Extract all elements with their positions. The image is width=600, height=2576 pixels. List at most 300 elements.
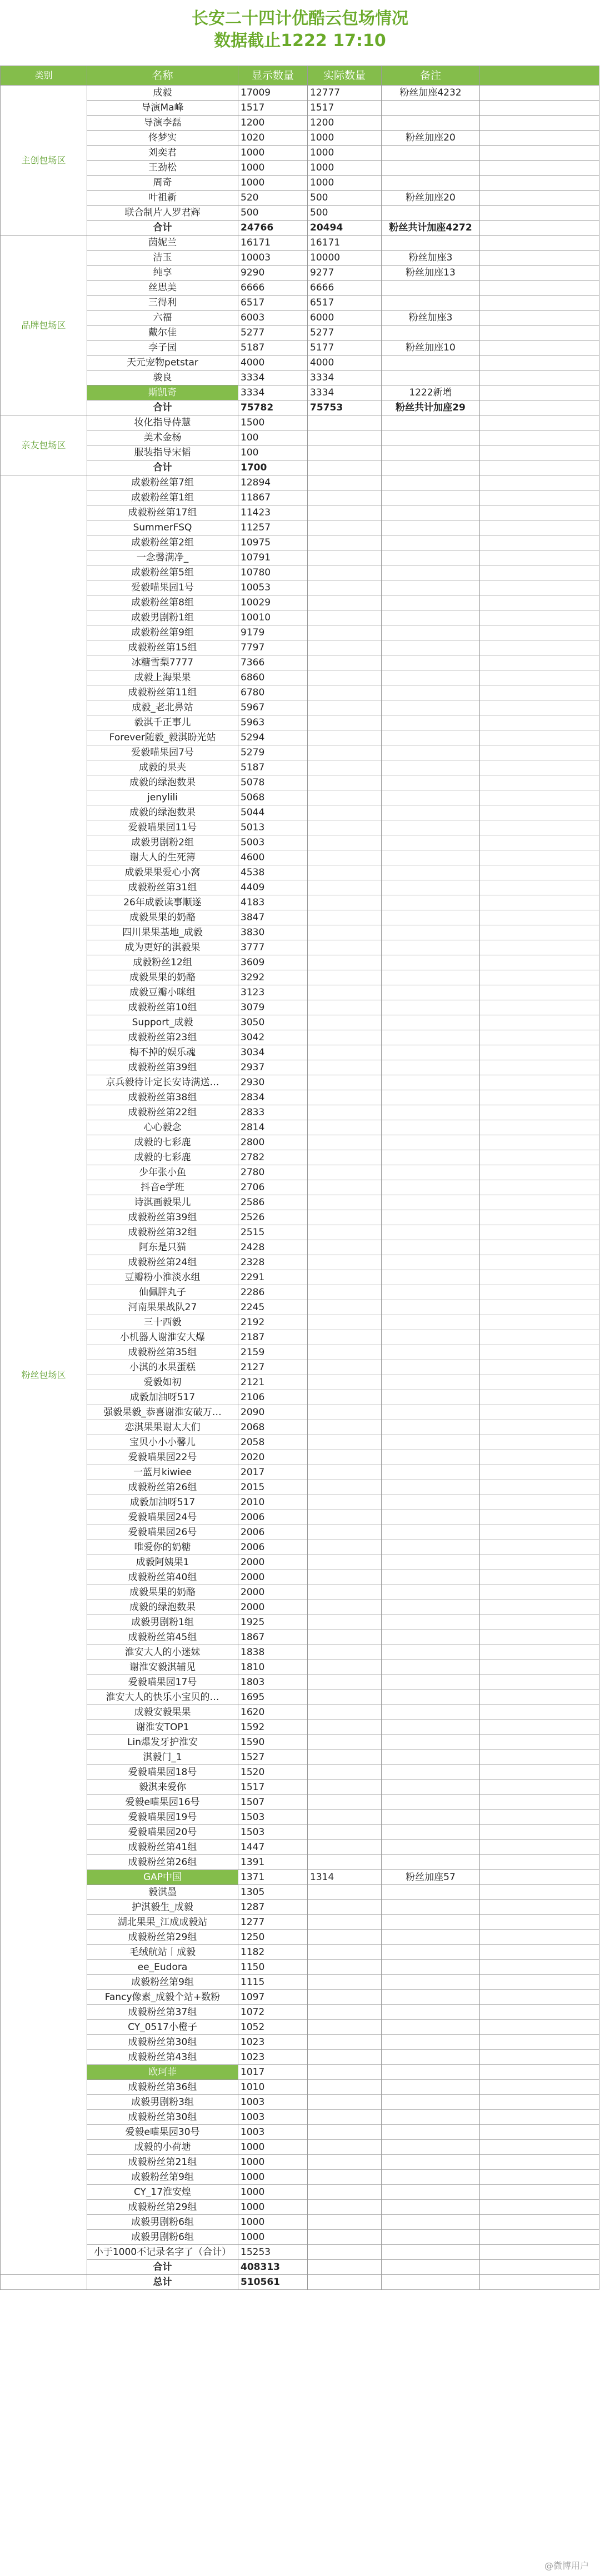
display-count-cell: 1003 <box>238 2095 308 2110</box>
name-cell: 周奇 <box>87 176 238 191</box>
actual-count-cell <box>308 1750 382 1765</box>
blank-cell <box>480 206 599 220</box>
note-cell <box>382 1330 480 1345</box>
name-cell: ee_Eudora <box>87 1960 238 1975</box>
blank-cell <box>480 895 599 910</box>
note-cell <box>382 325 480 340</box>
table-row <box>1 1075 599 1090</box>
actual-count-cell <box>308 1225 382 1240</box>
table-row <box>1 595 599 610</box>
name-cell: 成毅男剧粉3组 <box>87 2095 238 2110</box>
subtotal-note <box>382 2260 480 2275</box>
blank-cell <box>480 1675 599 1690</box>
table-row <box>1 2050 599 2065</box>
table-row <box>1 2035 599 2050</box>
actual-count-cell <box>308 1435 382 1450</box>
blank-cell <box>480 1330 599 1345</box>
actual-count-cell <box>308 2140 382 2155</box>
blank-cell <box>480 2185 599 2200</box>
subtotal-row <box>1 220 599 235</box>
blank-cell <box>480 625 599 640</box>
name-cell: 服装指导宋韬 <box>87 445 238 460</box>
table-row <box>1 2110 599 2125</box>
name-cell: 心心毅念 <box>87 1120 238 1135</box>
display-count-cell: 7366 <box>238 655 308 670</box>
actual-count-cell <box>308 790 382 805</box>
table-row <box>1 1330 599 1345</box>
table-row <box>1 355 599 370</box>
actual-count-cell <box>308 1150 382 1165</box>
name-cell: 成毅粉丝第21组 <box>87 2155 238 2170</box>
name-cell: 联合制片人罗君辉 <box>87 206 238 220</box>
name-cell: 成毅粉丝第29组 <box>87 1930 238 1945</box>
name-cell: 成毅粉丝第15组 <box>87 640 238 655</box>
display-count-cell: 2006 <box>238 1525 308 1540</box>
note-cell <box>382 1450 480 1465</box>
actual-count-cell <box>308 1060 382 1075</box>
actual-count-cell <box>308 820 382 835</box>
note-cell <box>382 1510 480 1525</box>
name-cell: 爱毅喵果园20号 <box>87 1825 238 1840</box>
table-body <box>1 86 599 2290</box>
display-count-cell: 5277 <box>238 325 308 340</box>
table-row <box>1 835 599 850</box>
blank-cell <box>480 1570 599 1585</box>
note-cell <box>382 1195 480 1210</box>
display-count-cell: 10780 <box>238 565 308 580</box>
display-count-cell: 10975 <box>238 535 308 550</box>
actual-count-cell: 9277 <box>308 265 382 280</box>
blank-cell <box>480 1855 599 1870</box>
subtotal-note <box>382 460 480 475</box>
table-row <box>1 146 599 161</box>
table-row <box>1 520 599 535</box>
name-cell: 成毅粉丝第1组 <box>87 490 238 505</box>
display-count-cell: 9179 <box>238 625 308 640</box>
name-cell: 成毅粉丝第26组 <box>87 1480 238 1495</box>
actual-count-cell <box>308 550 382 565</box>
table-row <box>1 2230 599 2245</box>
name-cell: 刘奕君 <box>87 146 238 161</box>
actual-count-cell <box>308 2170 382 2185</box>
blank-cell <box>480 1345 599 1360</box>
name-cell: Fancy像素_成毅个站+数粉 <box>87 1990 238 2005</box>
name-cell: 成毅男剧粉6组 <box>87 2215 238 2230</box>
note-cell <box>382 550 480 565</box>
note-cell <box>382 730 480 745</box>
actual-count-cell: 3334 <box>308 385 382 400</box>
display-count-cell: 1000 <box>238 146 308 161</box>
name-cell: 爱毅喵果园17号 <box>87 1675 238 1690</box>
display-count-cell: 1023 <box>238 2035 308 2050</box>
display-count-cell: 1250 <box>238 1930 308 1945</box>
display-count-cell: 1590 <box>238 1735 308 1750</box>
name-cell: 爱毅喵果园11号 <box>87 820 238 835</box>
note-cell <box>382 700 480 715</box>
name-cell: 成毅粉丝第8组 <box>87 595 238 610</box>
table-row <box>1 340 599 355</box>
actual-count-cell: 5177 <box>308 340 382 355</box>
display-count-cell: 11257 <box>238 520 308 535</box>
actual-count-cell <box>308 1705 382 1720</box>
actual-count-cell: 16171 <box>308 235 382 250</box>
table-row <box>1 2080 599 2095</box>
blank-cell <box>480 295 599 310</box>
actual-count-cell: 6517 <box>308 295 382 310</box>
blank-cell <box>480 1450 599 1465</box>
note-cell <box>382 1345 480 1360</box>
blank-cell <box>480 1750 599 1765</box>
actual-count-cell <box>308 1015 382 1030</box>
name-cell: 谢淮安TOP1 <box>87 1720 238 1735</box>
display-count-cell: 1003 <box>238 2125 308 2140</box>
table-row <box>1 1435 599 1450</box>
note-cell <box>382 475 480 490</box>
name-cell: 毅淇千正事儿 <box>87 715 238 730</box>
name-cell: 成毅粉丝第7组 <box>87 475 238 490</box>
blank-cell <box>480 101 599 116</box>
note-cell <box>382 820 480 835</box>
display-count-cell: 5003 <box>238 835 308 850</box>
table-row <box>1 1195 599 1210</box>
blank-cell <box>480 1960 599 1975</box>
note-cell <box>382 1930 480 1945</box>
blank-cell <box>480 640 599 655</box>
blank-cell <box>480 415 599 430</box>
name-cell: 诗淇画毅果儿 <box>87 1195 238 1210</box>
actual-count-cell: 1517 <box>308 101 382 116</box>
display-count-cell: 2000 <box>238 1570 308 1585</box>
note-cell <box>382 2020 480 2035</box>
display-count-cell: 1072 <box>238 2005 308 2020</box>
table-row <box>1 2215 599 2230</box>
display-count-cell: 1000 <box>238 2140 308 2155</box>
blank-cell <box>480 1390 599 1405</box>
name-cell: 26年成毅读事顺遂 <box>87 895 238 910</box>
actual-count-cell: 6666 <box>308 280 382 295</box>
table-row <box>1 1795 599 1810</box>
actual-count-cell <box>308 2245 382 2260</box>
blank-cell <box>480 985 599 1000</box>
note-cell <box>382 1675 480 1690</box>
subtotal-display-count: 75782 <box>238 400 308 415</box>
table-row <box>1 370 599 385</box>
actual-count-cell <box>308 1210 382 1225</box>
blank-cell <box>480 2095 599 2110</box>
name-cell: Forever随毅_毅淇盼光站 <box>87 730 238 745</box>
display-count-cell: 6860 <box>238 670 308 685</box>
display-count-cell: 1803 <box>238 1675 308 1690</box>
actual-count-cell <box>308 640 382 655</box>
note-cell <box>382 2095 480 2110</box>
header-blank <box>480 66 599 86</box>
header-actual-count: 实际数量 <box>308 66 382 86</box>
actual-count-cell <box>308 1675 382 1690</box>
blank-cell <box>382 2275 480 2290</box>
table-row <box>1 1810 599 1825</box>
actual-count-cell <box>308 445 382 460</box>
name-cell: 成毅果果的奶酪 <box>87 910 238 925</box>
note-cell <box>382 1210 480 1225</box>
subtotal-actual-count: 20494 <box>308 220 382 235</box>
display-count-cell: 2428 <box>238 1240 308 1255</box>
name-cell: 成毅粉丝第11组 <box>87 685 238 700</box>
display-count-cell: 6780 <box>238 685 308 700</box>
blank-cell <box>480 1525 599 1540</box>
table-row <box>1 415 599 430</box>
actual-count-cell <box>308 1555 382 1570</box>
name-cell: 斯凯奇 <box>87 385 238 400</box>
blank-cell <box>480 2275 599 2290</box>
actual-count-cell <box>308 1480 382 1495</box>
note-cell <box>382 520 480 535</box>
display-count-cell: 1000 <box>238 176 308 191</box>
grand-total-row <box>1 2275 599 2290</box>
blank-cell <box>480 1705 599 1720</box>
note-cell <box>382 655 480 670</box>
actual-count-cell <box>308 1825 382 1840</box>
name-cell: 四川果果基地_成毅 <box>87 925 238 940</box>
header-note: 备注 <box>382 66 480 86</box>
actual-count-cell <box>308 955 382 970</box>
display-count-cell: 7797 <box>238 640 308 655</box>
blank-cell <box>480 1270 599 1285</box>
table-row <box>1 86 599 101</box>
blank-cell <box>480 1210 599 1225</box>
blank-cell <box>480 865 599 880</box>
table-row <box>1 1510 599 1525</box>
blank-cell <box>480 86 599 101</box>
table-row <box>1 206 599 220</box>
table-row <box>1 1975 599 1990</box>
actual-count-cell <box>308 1990 382 2005</box>
display-count-cell: 1115 <box>238 1975 308 1990</box>
note-cell <box>382 835 480 850</box>
table-row <box>1 535 599 550</box>
note-cell <box>382 1360 480 1375</box>
name-cell: 导演Ma峰 <box>87 101 238 116</box>
table-row <box>1 1660 599 1675</box>
actual-count-cell <box>308 475 382 490</box>
note-cell <box>382 1270 480 1285</box>
display-count-cell: 3079 <box>238 1000 308 1015</box>
note-cell: 1222新增 <box>382 385 480 400</box>
name-cell: 成毅粉丝第10组 <box>87 1000 238 1015</box>
name-cell: 谢淮安毅淇辅见 <box>87 1660 238 1675</box>
blank-cell <box>480 1075 599 1090</box>
name-cell: 毅淇墨 <box>87 1885 238 1900</box>
blank-cell <box>480 820 599 835</box>
note-cell <box>382 1015 480 1030</box>
note-cell <box>382 685 480 700</box>
name-cell: 湖北果果_江成成毅站 <box>87 1915 238 1930</box>
header-display-count: 显示数量 <box>238 66 308 86</box>
blank-cell <box>480 1240 599 1255</box>
sheet-title: 长安二十四计优酷云包场情况 <box>192 9 408 28</box>
display-count-cell: 2286 <box>238 1285 308 1300</box>
display-count-cell: 3123 <box>238 985 308 1000</box>
actual-count-cell: 10000 <box>308 250 382 265</box>
table-row <box>1 985 599 1000</box>
display-count-cell: 2782 <box>238 1150 308 1165</box>
name-cell: 成毅粉丝第36组 <box>87 2080 238 2095</box>
table-row <box>1 670 599 685</box>
note-cell <box>382 1690 480 1705</box>
display-count-cell: 6003 <box>238 310 308 325</box>
table-row <box>1 1600 599 1615</box>
display-count-cell: 1500 <box>238 415 308 430</box>
blank-cell <box>480 235 599 250</box>
subtotal-display-count: 1700 <box>238 460 308 475</box>
subtotal-row <box>1 460 599 475</box>
blank-cell <box>480 1780 599 1795</box>
blank-cell <box>308 2275 382 2290</box>
actual-count-cell: 4000 <box>308 355 382 370</box>
actual-count-cell <box>308 610 382 625</box>
blank-cell <box>480 1600 599 1615</box>
name-cell: 成毅男剧粉2组 <box>87 835 238 850</box>
display-count-cell: 10053 <box>238 580 308 595</box>
note-cell <box>382 1525 480 1540</box>
display-count-cell: 1371 <box>238 1870 308 1885</box>
name-cell: 天元宠物petstar <box>87 355 238 370</box>
actual-count-cell <box>308 940 382 955</box>
table-row <box>1 1210 599 1225</box>
name-cell: 成毅粉丝第39组 <box>87 1210 238 1225</box>
actual-count-cell <box>308 1195 382 1210</box>
note-cell <box>382 805 480 820</box>
name-cell: jenylili <box>87 790 238 805</box>
name-cell: 宝贝小小小馨儿 <box>87 1435 238 1450</box>
table-row <box>1 1255 599 1270</box>
table-row <box>1 1780 599 1795</box>
display-count-cell: 5013 <box>238 820 308 835</box>
subtotal-display-count: 408313 <box>238 2260 308 2275</box>
table-row <box>1 505 599 520</box>
table-row <box>1 1645 599 1660</box>
table-row <box>1 580 599 595</box>
display-count-cell: 3042 <box>238 1030 308 1045</box>
display-count-cell: 1592 <box>238 1720 308 1735</box>
display-count-cell: 3334 <box>238 370 308 385</box>
actual-count-cell <box>308 565 382 580</box>
table-row <box>1 2005 599 2020</box>
display-count-cell: 1867 <box>238 1630 308 1645</box>
actual-count-cell <box>308 1450 382 1465</box>
blank-cell <box>480 2005 599 2020</box>
blank-cell <box>480 520 599 535</box>
actual-count-cell: 6000 <box>308 310 382 325</box>
display-count-cell: 4409 <box>238 880 308 895</box>
display-count-cell: 520 <box>238 191 308 206</box>
blank-cell <box>480 655 599 670</box>
name-cell: 成毅的绿泡数果 <box>87 805 238 820</box>
actual-count-cell <box>308 1165 382 1180</box>
blank-cell <box>480 2065 599 2080</box>
blank-cell <box>480 1495 599 1510</box>
actual-count-cell <box>308 2230 382 2245</box>
actual-count-cell <box>308 1525 382 1540</box>
display-count-cell: 2833 <box>238 1105 308 1120</box>
sheet-subtitle: 数据截止1222 17:10 <box>214 31 386 51</box>
actual-count-cell <box>308 2020 382 2035</box>
table-row <box>1 2185 599 2200</box>
actual-count-cell <box>308 1360 382 1375</box>
name-cell: 茵妮兰 <box>87 235 238 250</box>
blank-cell <box>480 595 599 610</box>
table-row <box>1 970 599 985</box>
display-count-cell: 100 <box>238 445 308 460</box>
name-cell: 成毅粉丝第2组 <box>87 535 238 550</box>
blank-cell <box>480 2035 599 2050</box>
table-row <box>1 955 599 970</box>
display-count-cell: 1287 <box>238 1900 308 1915</box>
blank-cell <box>480 1840 599 1855</box>
display-count-cell: 11423 <box>238 505 308 520</box>
note-cell: 粉丝加座20 <box>382 191 480 206</box>
note-cell <box>382 1240 480 1255</box>
name-cell: 爱毅e喵果园30号 <box>87 2125 238 2140</box>
note-cell <box>382 2035 480 2050</box>
blank-cell <box>480 775 599 790</box>
subtotal-label: 合计 <box>87 400 238 415</box>
blank-cell <box>480 2125 599 2140</box>
name-cell: 淮安大人的小迷妹 <box>87 1645 238 1660</box>
display-count-cell: 2006 <box>238 1510 308 1525</box>
table-row <box>1 176 599 191</box>
table-row <box>1 1705 599 1720</box>
name-cell: 成毅粉丝第31组 <box>87 880 238 895</box>
actual-count-cell <box>308 1945 382 1960</box>
blank-cell <box>480 191 599 206</box>
actual-count-cell <box>308 895 382 910</box>
note-cell <box>382 505 480 520</box>
name-cell: 爱毅喵果园24号 <box>87 1510 238 1525</box>
table-row <box>1 1735 599 1750</box>
display-count-cell: 5963 <box>238 715 308 730</box>
actual-count-cell <box>308 1090 382 1105</box>
note-cell <box>382 1915 480 1930</box>
actual-count-cell <box>308 1105 382 1120</box>
blank-cell <box>480 1540 599 1555</box>
note-cell <box>382 1300 480 1315</box>
note-cell <box>382 880 480 895</box>
name-cell: 成为更好的淇毅果 <box>87 940 238 955</box>
actual-count-cell <box>308 2125 382 2140</box>
display-count-cell: 2000 <box>238 1600 308 1615</box>
table-row <box>1 1000 599 1015</box>
display-count-cell: 15253 <box>238 2245 308 2260</box>
table-row <box>1 310 599 325</box>
display-count-cell: 2706 <box>238 1180 308 1195</box>
blank-cell <box>480 760 599 775</box>
note-cell <box>382 625 480 640</box>
note-cell <box>382 670 480 685</box>
display-count-cell: 1017 <box>238 2065 308 2080</box>
table-row <box>1 1285 599 1300</box>
actual-count-cell <box>308 1540 382 1555</box>
actual-count-cell <box>308 1030 382 1045</box>
blank-cell <box>480 1615 599 1630</box>
note-cell <box>382 2200 480 2215</box>
table-row <box>1 640 599 655</box>
display-count-cell: 2121 <box>238 1375 308 1390</box>
actual-count-cell <box>308 2035 382 2050</box>
actual-count-cell <box>308 1300 382 1315</box>
note-cell <box>382 1045 480 1060</box>
name-cell: 叶祖新 <box>87 191 238 206</box>
actual-count-cell <box>308 1240 382 1255</box>
